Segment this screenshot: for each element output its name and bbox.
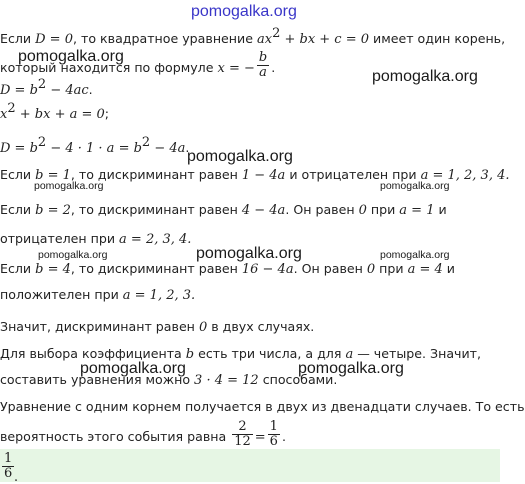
watermark: pomogalka.org (38, 249, 108, 261)
watermark: pomogalka.org (298, 360, 404, 377)
text-line: Если b = 2, то дискриминант равен 4 − 4a. Он равен 0 при a = 1 и (0, 202, 447, 218)
text-line: Если D = 0, то квадратное уравнение $ax^2$ + bx + c = 0 имеет один корень, (0, 26, 506, 47)
text-line: Если b = 4, то дискриминант равен 16 − 4a. Он равен 0 при a = 4 и (0, 261, 455, 277)
formula-line: $D = b^2 - 4 \cdot 1 \cdot a = b^2 - 4a$. (0, 135, 190, 156)
text-line: Для выбора коэффициента b есть три числа, а для a — четыре. Значит, (0, 346, 482, 362)
text-line: который находится по формуле x = − $\frac{b}{a}$ . (0, 50, 276, 80)
fraction: $\frac{1}{6}$ (269, 419, 278, 449)
watermark: pomogalka.org (196, 245, 302, 262)
watermark: pomogalka.org (80, 360, 186, 377)
answer-fraction: $\frac{1}{6}$ (4, 451, 13, 481)
text-line: положителен при a = 1, 2, 3. (0, 287, 196, 303)
text-line: Значит, дискриминант равен 0 в двух случаях. (0, 319, 315, 335)
watermark: pomogalka.org (372, 68, 478, 85)
watermark: pomogalka.org (187, 148, 293, 165)
formula-line: $D = b^2 - 4ac$. (0, 77, 93, 98)
text-line: Уравнение с одним корнем получается в двух из двенадцати случаев. То есть (0, 399, 525, 414)
text-line: отрицателен при a = 2, 3, 4. (0, 231, 192, 247)
answer-box: $\frac{1}{6}$ . (0, 449, 500, 482)
fraction: $\frac{2}{12}$ (234, 419, 251, 449)
text-line: вероятность этого события равна $\frac{2}{12}$ = $\frac{1}{6}$ . (0, 419, 286, 449)
watermark: pomogalka.org (380, 249, 450, 261)
text-line: Если b = 1, то дискриминант равен 1 − 4a и отрицателен при a = 1, 2, 3, 4. (0, 167, 510, 183)
formula-line: $x^2$ + bx + a = 0; (0, 101, 110, 122)
watermark: pomogalka.org (18, 48, 124, 65)
watermark-top: pomogalka.org (191, 3, 297, 20)
text-line: составить уравнения можно 3 · 4 = 12 способами. (0, 372, 338, 388)
watermark: pomogalka.org (380, 180, 450, 192)
watermark: pomogalka.org (34, 180, 104, 192)
